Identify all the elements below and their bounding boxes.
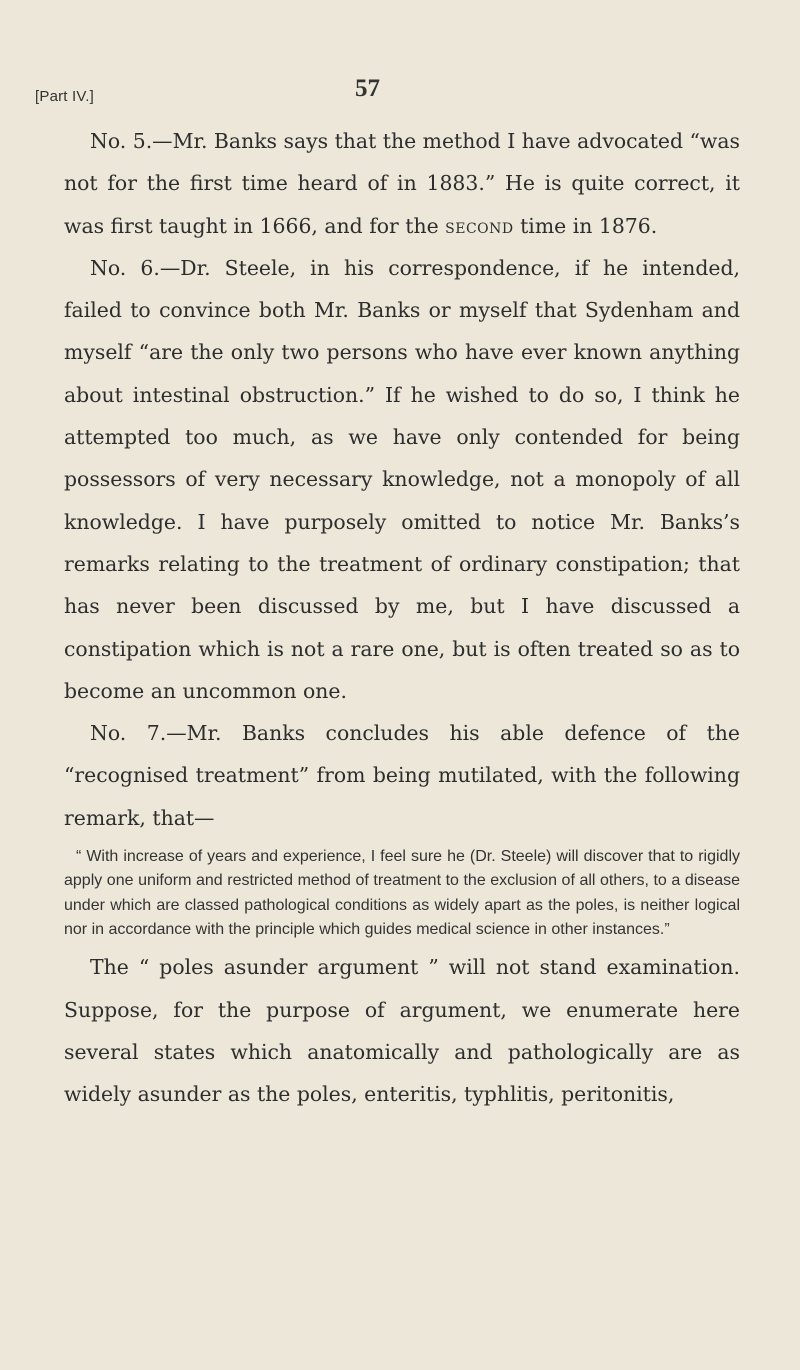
block-quote: “ With increase of years and experience, I feel sure he (Dr. Steele) will discover that to rigidly apply one uniform and restricted method of treatment to the exclusion of all others, to a disease under which are classed pathological conditions as widely apart as the poles, is neither logical nor in accordance with the principle which guides medical science in other instances.” <box>64 848 740 938</box>
paragraph-no-5-smallcaps: second <box>445 213 514 238</box>
paragraph-no-5-text-a: No. 5.—Mr. Banks says that the method I have advocated “was not for the first time heard of in 1883.” He is quite correct, it was first taught in 1666, and for the <box>64 129 740 238</box>
body-text <box>64 120 740 1115</box>
paragraph-no-5-text-b: time in 1876. <box>513 213 658 238</box>
paragraph-no-6: No. 6.—Dr. Steele, in his correspondence, if he intended, failed to convince both Mr. Banks or myself that Sydenham and myself “are the only two persons who have ever known anything about intestinal obstruction.” If he wished to do so, I think he attempted too much, as we have only contended for being possessors of very necessary knowledge, not a monopoly of all knowledge. I have purposely omitted to notice Mr. Banks’s remarks relating to the treatment of ordinary constipation; that has never been discussed by me, but I have discussed a constipation which is not a rare one, but is often treated so as to become an uncommon one. <box>64 255 740 703</box>
paragraph-poles-asunder: The “ poles asunder argument ” will not stand examination. Suppose, for the purpose of argument, we enumerate here several states which anatomically and pathologically are as widely asunder as the poles, enteritis, typhlitis, peritonitis, <box>64 955 740 1107</box>
paragraph-no-5 <box>64 120 740 247</box>
running-header-part: [Part IV.] <box>35 88 94 105</box>
page-number: 57 <box>355 75 380 102</box>
paragraph-no-7: No. 7.—Mr. Banks concludes his able defence of the “recognised treatment” from being mutilated, with the following remark, that— <box>64 721 740 830</box>
